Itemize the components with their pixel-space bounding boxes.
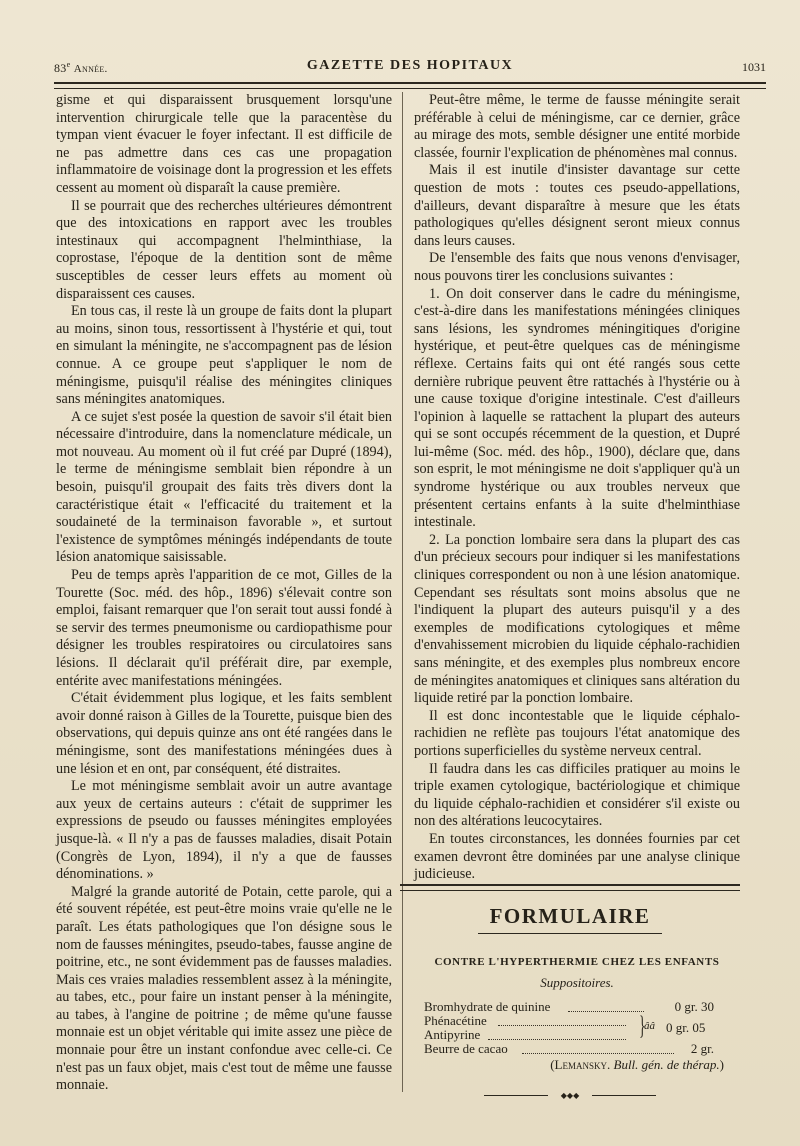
issue-word: Année. — [73, 63, 108, 75]
formulaire-title: FORMULAIRE — [489, 904, 651, 928]
shared-quantity: 0 gr. 05 — [666, 1020, 706, 1035]
leader-dots — [522, 1041, 674, 1054]
formulaire-form: Suppositoires. — [540, 975, 614, 990]
left-column — [56, 92, 392, 1095]
left-paragraph-2: Il se pourrait que des recherches ultérieures démontrent que des intoxications en rapport avec les troubles intestinaux qui accompagnent l'helminthiase, la coprostase, l'époque de la dentition sont de même susceptibles de cesser leurs effets au moment où disparaissent ces causes. — [56, 197, 392, 302]
fleuron-line-right — [592, 1095, 656, 1096]
formulaire-title-underline — [478, 933, 662, 934]
shared-quantity-prefix: ââ — [644, 1020, 655, 1032]
leader-dots — [568, 999, 644, 1012]
issue-number: 83 — [54, 61, 67, 75]
ingredient-name: Bromhydrate de quinine — [424, 999, 551, 1014]
left-paragraph-5: Peu de temps après l'apparition de ce mot, Gilles de la Tourette (Soc. méd. des hôp., 1896) s'élevait contre son emploi, faisant remarquer que l'on serait tout aussi fondé à se servir des termes pneumonisme ou cardiopathisme pour désigner les troubles respiratoires ou circulatoires sans lésions. Il déclarait qu'il préférait dire, par exemple, entérite avec manifestations méningées. — [56, 567, 392, 689]
leader-dots — [498, 1013, 626, 1026]
issue-ordinal-suffix: e — [66, 60, 71, 69]
formulaire-subtitle: CONTRE L'HYPERTHERMIE CHEZ LES ENFANTS — [434, 956, 720, 968]
formulaire-source: (Lemansky. Bull. gén. de thérap.) — [550, 1057, 724, 1072]
page-number: 1031 — [742, 60, 766, 74]
column-divider — [402, 92, 403, 1092]
right-paragraph-3: De l'ensemble des faits que nous venons d'envisager, nous pouvons tirer les conclusions suivantes : — [414, 250, 740, 284]
source-author: Lemansky. — [554, 1057, 611, 1072]
left-paragraph-8: Malgré la grande autorité de Potain, cette parole, qui a été souvent répétée, est peut-être moins vraie qu'elle ne le paraît. Les états pathologiques que l'on désigne sous le nom de fausses méningites, pseudo-tabes, fausse angine de poitrine, etc., ne sont évidemment pas de fausses maladies. Mais ces vraies maladies ressemblent assez à la méningite, au tabes, etc., pour faire un instant penser à la méningite, au tabes, à l'angine de poitrine ; de même qu'une fausse monnaie est un objet véritable qui imite assez une pièce de monnaie pour être un instant confondue avec celle-ci. Ce n'est pas un faux objet, mais c'est tout de même une fausse monnaie. — [56, 883, 392, 1094]
ingredient-quantity: 2 gr. — [690, 1041, 714, 1056]
right-paragraph-6: Il est donc incontestable que le liquide céphalo-rachidien ne reflète pas toujours l'état anatomique des portions superficielles du système nerveux central. — [414, 707, 740, 759]
ingredient-quantity: 0 gr. 30 — [674, 999, 714, 1014]
left-paragraph-3: En tous cas, il reste là un groupe de faits dont la plupart au moins, sinon tous, ressortissent à l'hystérie et qui, tout en simulant la méningite, ne s'accompagnent pas de lésion connue. A ce groupe peut s'appliquer le nom de méningisme, puisqu'il réalise des méningites cliniques sans méningites anatomiques. — [56, 303, 392, 408]
right-paragraph-4: 1. On doit conserver dans le cadre du méningisme, c'est-à-dire dans les manifestations méningées cliniques sans lésions, les syndromes méningitiques d'origine hystérique, et peut-être quelques cas de méningisme réflexe. Certains faits qui ont été rangés sous cette dernière rubrique peuvent être rattachés à l'hystérie ou à une cause toxique d'origine intestinale. C'est d'ailleurs l'opinion à laquelle se rattachent la plupart des auteurs qui se sont occupés récemment de la question, et Dupré lui-même (Soc. méd. des hôp., 1900), déclare que, dans son esprit, le mot méningisme ne doit s'appliquer qu'à un syndrome hystérique ou aux troubles nerveux que présentent certains enfants à la suite d'helminthiase intestinale. — [414, 285, 740, 531]
fleuron-ornament-icon: ◆◆◆ — [560, 1091, 580, 1100]
left-paragraph-1: gisme et qui disparaissent brusquement lorsqu'une intervention chirurgicale telle que la paracentèse du tympan vient évacuer le foyer infectant. Il est difficile de ne pas admettre dans ces cas une propagation inflammatoire de voisinage dont la progression et les effets cessent au moment où disparaît la cause première. — [56, 92, 392, 196]
fleuron-separator — [484, 1092, 656, 1100]
left-paragraph-7: Le mot méningisme semblait avoir un autre avantage aux yeux de certains auteurs : c'était de supprimer les expressions de pseudo ou fausses méningites employées jusque-là. « Il n'y a pas de fausses maladies, disait Potain (Congrès de Lyon, 1894), il n'y a que de fausses dénominations. » — [56, 778, 392, 883]
journal-title: GAZETTE DES HOPITAUX — [306, 58, 514, 73]
fleuron-line-left — [484, 1095, 548, 1096]
source-journal: Bull. gén. de thérap. — [613, 1057, 720, 1072]
right-paragraph-2: Mais il est inutile d'insister davantage sur cette question de mots : toutes ces pseudo-appellations, d'ailleurs, devant disparaître à mesure que les états pathologiques qu'elles désignent seront mieux connus dans leurs causes. — [414, 162, 740, 249]
right-paragraph-1: Peut-être même, le terme de fausse méningite serait préférable à celui de méningisme, car ce dernier, grâce au mirage des mots, semble désigner une entité morbide classée, fournir l'explication de phénomènes mal connus. — [414, 92, 740, 161]
right-paragraph-8: En toutes circonstances, les données fournies par cet examen devront être dominées par une analyse clinique judicieuse. — [414, 830, 740, 883]
header-double-rule — [54, 82, 766, 89]
leader-dots — [488, 1027, 626, 1040]
right-paragraph-5: 2. La ponction lombaire sera dans la plupart des cas d'un précieux secours pour indiquer si les manifestations cliniques correspondent ou non à une lésion anatomique. Cependant ses résultats sont moins absolus que ne l'indiquent la plupart des auteurs puisqu'il y a des exemples de modifications cytologiques et même d'envahissement microbien du liquide céphalo-rachidien sans méningite, et des exemples plus nombreux encore de méningites anatomiques et cliniques sans altération du liquide retiré par la ponction lombaire. — [414, 531, 740, 707]
left-paragraph-4: A ce sujet s'est posée la question de savoir s'il était bien nécessaire d'introduire, dans la nomenclature médicale, un mot nouveau. Au moment où il fut créé par Dupré (1894), le terme de méningisme semblait bien répondre à un besoin, puisqu'il groupait des faits très divers dont la caractéristique était « l'efficacité du traitement et la soudaineté de la terminaison favorable », et surtout l'existence de symptômes méningés indépendants de toute lésion anatomique saisissable. — [56, 408, 392, 566]
right-paragraph-7: Il faudra dans les cas difficiles pratiquer au moins le triple examen cytologique, bactériologique et chimique du liquide céphalo-rachidien et considérer s'il existe ou non des altérations leucocytaires. — [414, 760, 740, 830]
formulaire-top-rule — [400, 884, 740, 891]
ingredient-name: Phénacétine — [424, 1013, 487, 1028]
ingredient-name: Beurre de cacao — [424, 1041, 508, 1056]
right-column — [414, 92, 740, 884]
left-paragraph-6: C'était évidemment plus logique, et les faits semblent avoir donné raison à Gilles de la Tourette, puisque bien des observations, qui depuis quinze ans ont été rangées dans le méningisme, sont des manifestations méningées dues à une lésion et en ont, par conséquent, été distraites. — [56, 690, 392, 777]
ingredient-name: Antipyrine — [424, 1027, 481, 1042]
page-header — [54, 58, 766, 78]
brace-icon: } — [639, 1011, 646, 1040]
